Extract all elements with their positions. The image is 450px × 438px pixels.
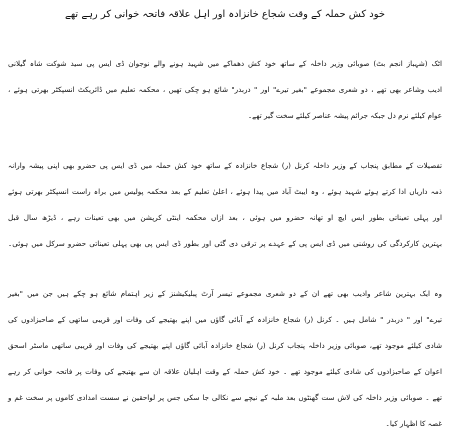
paragraph-line: غصہ کا اظہار کیا۔: [385, 419, 442, 428]
paragraph-line: تفصیلات کے مطابق پنجاب کے وزیر داخلہ کرنل (ر) شجاع خانزادہ کے ساتھ خود کش حملہ میں ڈی ایس پی حضرو بھی اپنی پیشہ وارانہ: [8, 161, 442, 170]
paragraph-line: اور پہلی تعیناتی بطور ایس ایچ او تھانہ حضرو میں ہوئی ، بعد ازاں محکمہ اینٹی کرپشن میں بھی تعینات رہے ، ڈیڑھ سال قبل: [8, 213, 442, 222]
paragraph-line: اٹک (شہباز انجم بٹ) صوبائی وزیر داخلہ کے ساتھ خود کش دھماکے میں شہید ہونے والے نوجوان ڈی ایس پی سید شوکت شاہ گیلانی: [8, 59, 442, 68]
paragraph: [8, 281, 442, 437]
headline: خود کش حملہ کے وقت شجاع خانزادہ اور اہل علاقہ فاتحہ خوانی کر رہے تھے: [65, 9, 385, 20]
paragraph-line: عوام کیلئے نرم دل جبکہ جرائم پیشہ عناصر کیلئے سخت گیر تھے۔: [247, 111, 442, 120]
paragraph-line: اعوان کے صاحبزادوں کی شادی کیلئے موجود تھے ۔ خود کش حملہ کے وقت اہلیان علاقہ ان سے بھتیجے کی وفات پر فاتحہ خوانی کر رہے: [8, 367, 442, 376]
paragraph-line: تھے ۔ صوبائی وزیر داخلہ کی لاش ست گھنٹوں بعد ملبہ کے نیچے سے نکالی جا سکی جس پر لواحقین نے سست امدادی کاموں پر سخت غم و: [8, 393, 442, 402]
paragraph-line: تیرے" اور " دربدر " شامل ہیں ۔ کرنل (ر) شجاع خانزادہ کے آبائی گاؤں میں اپنے بھتیجے کی وفات اور قریبی ساتھی کے صاحبزادوں کی: [8, 315, 442, 324]
paragraph-line: ادیب وشاعر بھی تھے ، دو شعری مجموعے "بغیر تیرے" اور " دربدر" شائع ہو چکی تھیں ، محکمہ تعلیم میں ڈائریکٹ انسپکٹر بھرتی ہوئے ،: [8, 85, 442, 94]
paragraph-line: ذمہ داریاں ادا کرتے ہوئے شہید ہوئے ، وہ ایبٹ آباد میں پیدا ہوئے ، اعلیٰ تعلیم کے بعد محکمہ پولیس میں براہ راست انسپکٹر بھرتی ہوئے: [8, 187, 442, 196]
paragraph-line: وہ ایک بہترین شاعر وادیب بھی تھے ان کے دو شعری مجموعے تیسر آرٹ پبلیکیشنز کے زیر اہتمام شائع ہو چکے ہیں جن میں "بغیر: [8, 289, 442, 298]
paragraph: [8, 51, 442, 129]
paragraph: [8, 153, 442, 257]
paragraph-line: شادی کیلئے موجود تھے، صوبائی وزیر داخلہ پنجاب کرنل (ر) شجاع خانزادہ آبائی گاؤں اپنے بھتیجے کی وفات اور قریبی ساتھی ماسٹر اسحق: [8, 341, 442, 350]
paragraph-line: بہترین کارکردگی کی روشنی میں ڈی ایس پی کے عہدے پر ترقی دی گئی اور بطور ڈی ایس پی بھی پہلی تعیناتی حضرو سرکل میں ہوئی۔: [8, 239, 442, 248]
